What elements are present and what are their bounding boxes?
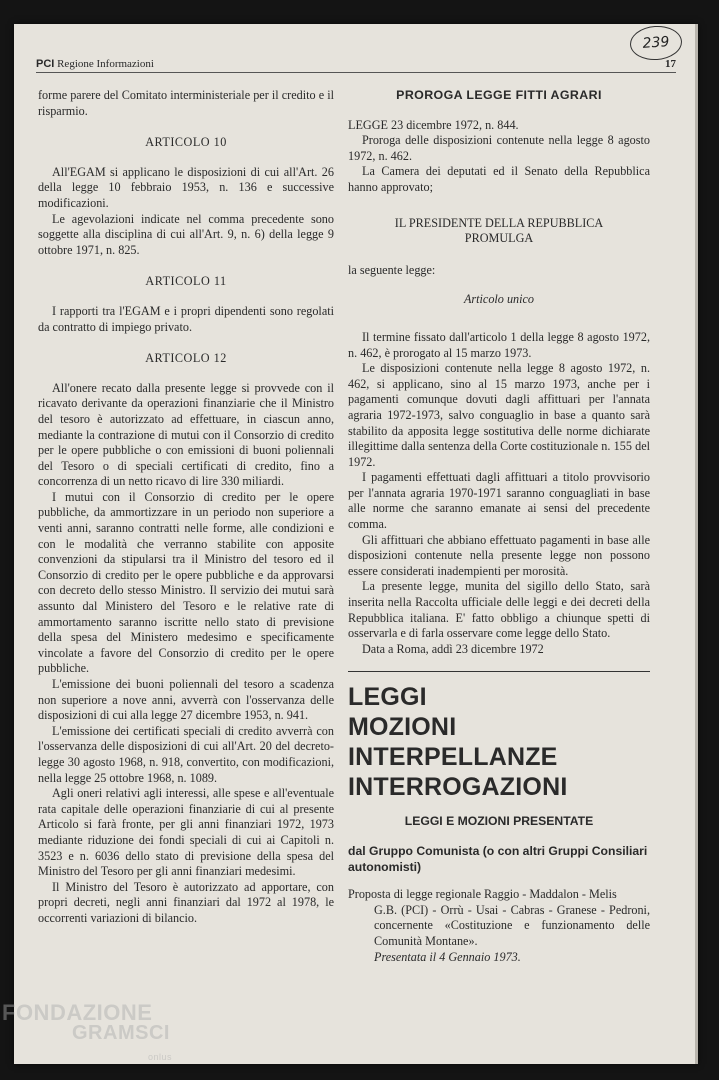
- section-heading-line: INTERPELLANZE: [348, 743, 558, 772]
- article-12-heading: ARTICOLO 12: [145, 351, 227, 366]
- law-reference: LEGGE 23 dicembre 1972, n. 844.: [348, 117, 519, 132]
- promulga-line: PROMULGA: [464, 231, 534, 246]
- law-subject: Proroga delle disposizioni contenute nella legge 8 agosto 1972, n. 462.: [348, 133, 650, 163]
- article-12-paragraph: L'emissione dei certificati speciali di credito avverrà con l'osservanza delle disposizioni di cui all'Art. 20 del decreto-legge 30 agosto 1968, n. 918, convertito, con modificazioni, nella legge 25 ottobre 1968, n. 1089.: [38, 723, 334, 785]
- article-10-paragraph: Le agevolazioni indicate nel comma precedente sono soggette alla disciplina di cui all'Art. 9, n. 6) della legge 9 ottobre 1971, n. 825.: [38, 211, 334, 257]
- page-number: 17: [665, 58, 676, 70]
- section-heading: [348, 682, 650, 802]
- proposal-entry: [348, 887, 650, 949]
- article-12-paragraph: L'emissione dei buoni poliennali del tesoro a scadenza non superiore a nove anni, avverrà con l'osservanza delle disposizioni di cui alla legge 27 dicembre 1953, n. 941.: [38, 677, 334, 723]
- right-column: [348, 88, 650, 965]
- article-10-paragraph: All'EGAM si applicano le disposizioni di cui all'Art. 26 della legge 10 febbraio 1953, n. 136 e successive modificazioni.: [38, 164, 334, 210]
- president-promulga: [348, 216, 650, 247]
- article-12-paragraph: Agli oneri relativi agli interessi, alle spese e all'eventuale rata capitale delle operazioni finanziarie di cui al presente Articolo si farà fronte, per gli anni finanziari 1972, 1973 mediante riduzione dei fondi speciali di cui ai Capitoli n. 3523 e n. 6036 dello stato di previsione della spesa del Ministro del Tesoro per gli anni finanziari medesimi.: [38, 786, 334, 879]
- left-column: [38, 88, 334, 927]
- law-paragraph: La presente legge, munita del sigillo dello Stato, sarà inserita nella Raccolta ufficiale delle leggi e dei decreti della Repubblica italiana. E' fatto obbligo a chiunque spetti di osservarla e di farla osservare come legge dello Stato.: [348, 579, 650, 641]
- group-heading: dal Gruppo Comunista (o con altri Gruppi Consiliari autonomisti): [348, 844, 648, 874]
- law-approval: La Camera dei deputati ed il Senato della Repubblica hanno approvato;: [348, 164, 650, 194]
- law-paragraph: Gli affittuari che abbiano effettuato pagamenti in base alle disposizioni contenute nella presente legge non possono essere considerati inadempienti per morosità.: [348, 532, 650, 578]
- article-12-paragraph: Il Ministro del Tesoro è autorizzato ad apportare, con propri decreti, negli anni finanziari dal 1972 al 1978, le occorrenti variazioni di bilancio.: [38, 879, 334, 925]
- proposal-intro: Proposta di legge regionale Raggio - Maddalon - Melis: [348, 887, 617, 902]
- page-stamp: 239: [629, 24, 683, 62]
- publication-abbr: PCI: [36, 58, 55, 70]
- subsection-heading: LEGGI E MOZIONI PRESENTATE: [404, 814, 594, 829]
- section-heading-line: LEGGI: [348, 683, 427, 712]
- article-12-paragraph: I mutui con il Consorzio di credito per le opere pubbliche, da ammortizzare in un periodo non superiore a venti anni, saranno contratti nelle forme, alle condizioni e con le modalità che verranno stabilite con apposite convenzioni da stipularsi tra il Ministro del tesoro ed il Consorzio di credito per le opere pubbliche e da approvarsi con decreto dello stesso Ministro. Il servizio dei mutui sarà assunto dal Ministero del Tesoro e le relative rate di ammortamento saranno iscritte nello stato di previsione della spesa del Ministero medesimo e specificamente vincolate a favore del Consorzio di credito per le opere pubbliche.: [38, 489, 334, 676]
- article-10-heading: ARTICOLO 10: [145, 135, 227, 150]
- watermark-line: onlus: [148, 1052, 173, 1062]
- article-12-paragraph: All'onere recato dalla presente legge si provvede con il ricavato derivante da operazioni finanziarie che il Ministro del tesoro è autorizzato ad effettuare, in ciascun anno, mediante la contrazione di mutui con il Consorzio di credito per le opere pubbliche o con emissioni di buoni poliennali del Tesoro o di speciali certificati di credito, fino a concorrenza di un netto ricavo di lire 330 miliardi.: [38, 380, 334, 489]
- presented-date: Presentata il 4 Gennaio 1973.: [374, 949, 521, 964]
- article-11-paragraph: I rapporti tra l'EGAM e i propri dipendenti sono regolati da contratto di impiego privato.: [38, 303, 334, 334]
- article-11-heading: ARTICOLO 11: [145, 274, 227, 289]
- law-paragraph: Le disposizioni contenute nella legge 8 agosto 1972, n. 462, si applicano, sino al 15 marzo 1973, anche per i pagamenti comunque dovuti dagli affittuari per l'annata agraria 1972-1973, salvo conguaglio in base a quanto sarà stabilito da apposita legge sostitutiva delle norme dichiarate illegittime dalla sentenza della Corte costituzionale n. 155 del 1972.: [348, 361, 650, 469]
- following-law-line: la seguente legge:: [348, 262, 436, 277]
- archive-watermark: [2, 1000, 173, 1062]
- intro-paragraph: forme parere del Comitato interministeriale per il credito e il risparmio.: [38, 88, 334, 118]
- document-page: [14, 24, 698, 1064]
- section-heading-line: INTERROGAZIONI: [348, 773, 568, 802]
- watermark-line: GRAMSCI: [72, 1022, 170, 1044]
- watermark-line: FONDAZIONE: [2, 1000, 153, 1025]
- section-divider: [348, 671, 650, 672]
- publication-title: [36, 58, 154, 70]
- publication-name: Regione Informazioni: [57, 58, 154, 70]
- law-date: Data a Roma, addì 23 dicembre 1972: [362, 641, 544, 656]
- law-paragraph: I pagamenti effettuati dagli affittuari a titolo provvisorio per l'annata agraria 1970-1971 saranno conguagliati in base alle norme che saranno emanate ai sensi del precedente comma.: [348, 470, 650, 532]
- proposal-details: G.B. (PCI) - Orrù - Usai - Cabras - Granese - Pedroni, concernente «Costituzione e funzionamento delle Comunità Montane».: [374, 902, 650, 948]
- section-heading-line: MOZIONI: [348, 713, 457, 742]
- law-paragraph: Il termine fissato dall'articolo 1 della legge 8 agosto 1972, n. 462, è prorogato al 15 marzo 1973.: [348, 329, 650, 360]
- running-header: [36, 56, 676, 73]
- law-section-title: PROROGA LEGGE FITTI AGRARI: [396, 88, 602, 102]
- president-line: IL PRESIDENTE DELLA REPUBBLICA: [394, 215, 604, 230]
- article-unico-heading: Articolo unico: [463, 292, 535, 307]
